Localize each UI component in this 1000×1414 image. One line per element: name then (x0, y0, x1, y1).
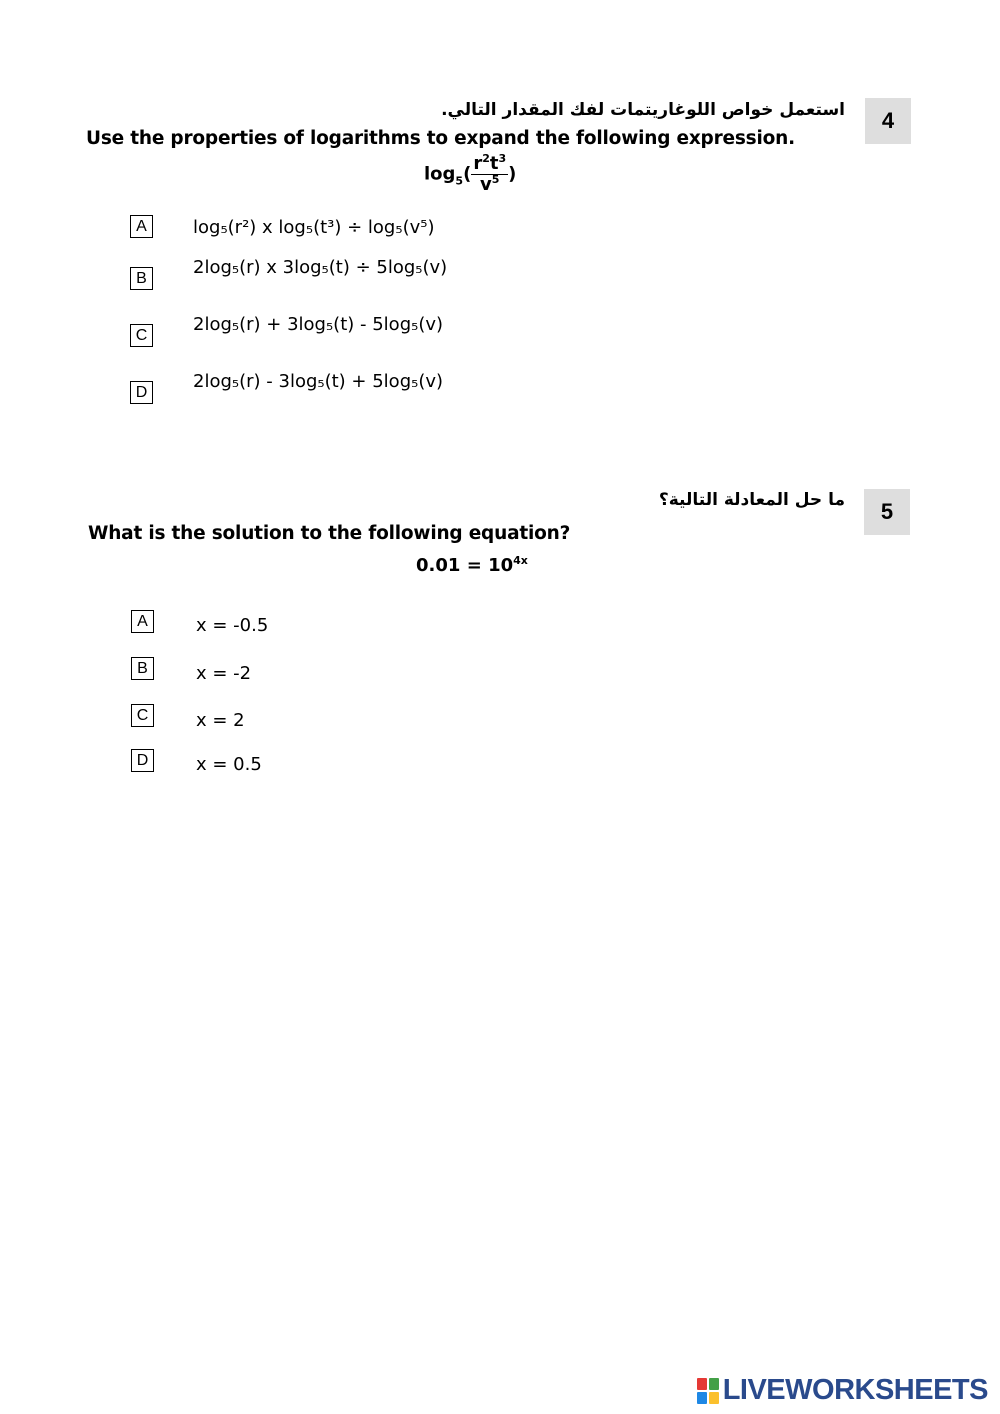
q4-option-c-text[interactable]: 2log₅(r) + 3log₅(t) - 5log₅(v) (193, 314, 444, 335)
q4-option-c-box[interactable]: C (130, 324, 153, 347)
question-5-english-prompt: What is the solution to the following equation? (88, 523, 571, 544)
expr-open-paren: ( (463, 163, 472, 185)
question-number-4: 4 (865, 98, 911, 144)
question-number-5: 5 (864, 489, 910, 535)
q5-option-b-box[interactable]: B (131, 657, 154, 680)
q4-option-b-box[interactable]: B (130, 267, 153, 290)
question-5-equation (416, 555, 528, 576)
expr-base: 5 (455, 174, 464, 188)
expr-r: r (473, 153, 483, 174)
q4-option-d-text[interactable]: 2log₅(r) - 3log₅(t) + 5log₅(v) (193, 371, 444, 392)
liveworksheets-brand (697, 1374, 988, 1407)
q5-option-c-box[interactable]: C (131, 704, 154, 727)
expr-close-paren: ) (508, 163, 517, 185)
eq-exponent: 4x (513, 554, 528, 567)
eq-left: 0.01 (416, 555, 461, 576)
expr-v-exp: 5 (491, 173, 500, 186)
expr-numerator (471, 152, 508, 175)
question-4-english-prompt: Use the properties of logarithms to expand the following expression. (86, 128, 795, 149)
q5-option-b-text[interactable]: x = -2 (196, 663, 252, 684)
question-5-arabic-prompt: ما حل المعادلة التالية؟ (658, 490, 845, 510)
q5-option-d-box[interactable]: D (131, 749, 154, 772)
expr-t: t (489, 153, 499, 174)
q4-option-a-box[interactable]: A (130, 215, 153, 238)
question-4-expression (424, 152, 517, 195)
expr-denominator (471, 175, 508, 194)
q4-option-a-text[interactable]: log₅(r²) x log₅(t³) ÷ log₅(v⁵) (193, 217, 435, 238)
expr-fraction (471, 152, 508, 195)
q5-option-c-text[interactable]: x = 2 (196, 710, 245, 731)
q4-option-b-text[interactable]: 2log₅(r) x 3log₅(t) ÷ 5log₅(v) (193, 257, 448, 278)
expr-v: v (480, 174, 492, 195)
expr-t-exp: 3 (498, 152, 507, 165)
expr-r-exp: 2 (482, 152, 490, 165)
liveworksheets-logo-icon (697, 1378, 719, 1404)
q5-option-a-text[interactable]: x = -0.5 (196, 615, 269, 636)
eq-base: 10 (488, 555, 514, 576)
eq-equals: = (466, 555, 482, 576)
q4-option-d-box[interactable]: D (130, 381, 153, 404)
question-4-arabic-prompt: استعمل خواص اللوغاريتمات لفك المقدار التالي. (441, 100, 845, 120)
q5-option-d-text[interactable]: x = 0.5 (196, 754, 262, 775)
brand-name: LIVEWORKSHEETS (722, 1374, 988, 1406)
q5-option-a-box[interactable]: A (131, 610, 154, 633)
expr-log: log (424, 163, 456, 185)
